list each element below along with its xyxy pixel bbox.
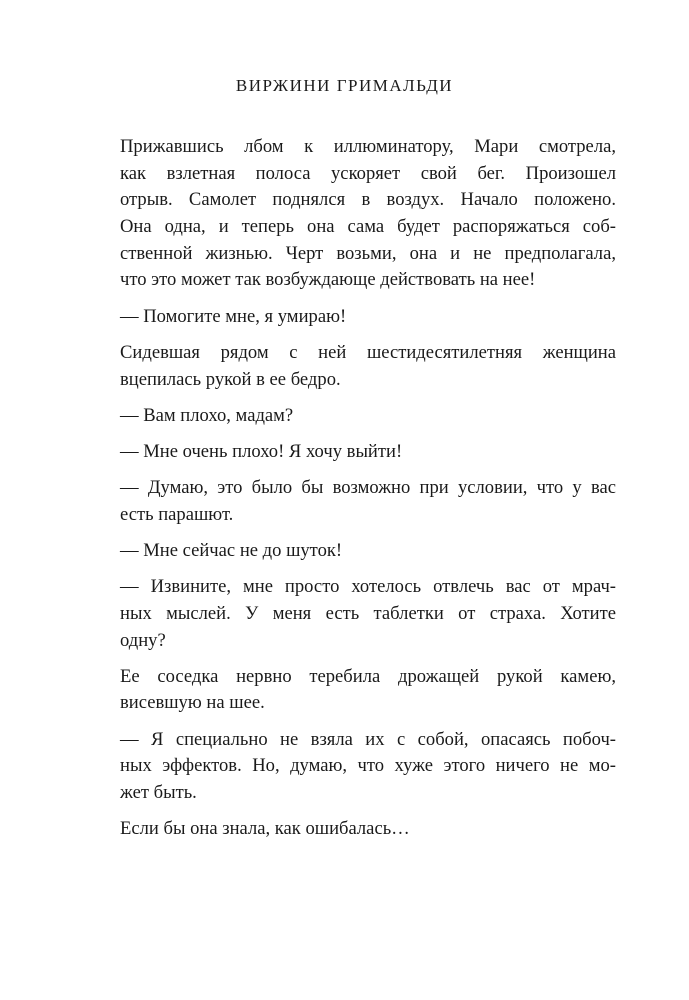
text-line: — Я специально не взяла их с собой, опасаясь побоч- [120, 728, 616, 750]
paragraph-gap [120, 294, 616, 304]
paragraph-gap [120, 565, 616, 575]
paragraph-gap [120, 429, 616, 439]
paragraph-gap [120, 717, 616, 727]
paragraph [120, 664, 616, 717]
paragraph-gap [120, 330, 616, 340]
paragraph-gap [120, 807, 616, 817]
paragraph-gap [120, 654, 616, 664]
text-line: есть парашют. [120, 503, 234, 525]
text-line: Если бы она знала, как ошибалась… [120, 818, 410, 840]
text-line: ственной жизнью. Черт возьми, она и не предполагала, [120, 242, 616, 264]
text-line: Прижавшись лбом к иллюминатору, Мари смотрела, [120, 136, 616, 157]
paragraph [120, 403, 616, 430]
body-text [120, 134, 616, 843]
text-line: как взлетная полоса ускоряет свой бег. Произошел [120, 162, 616, 184]
paragraph [120, 340, 616, 393]
text-line: жет быть. [120, 781, 197, 803]
text-line: — Мне сейчас не до шуток! [120, 539, 343, 561]
paragraph [120, 475, 616, 528]
text-line: — Мне очень плохо! Я хочу выйти! [120, 440, 403, 462]
text-line: — Вам плохо, мадам? [120, 404, 294, 426]
text-line: что это может так возбуждающе действовать на нее! [120, 269, 536, 291]
text-line: отрыв. Самолет поднялся в воздух. Начало положено. [120, 189, 616, 211]
paragraph [120, 574, 616, 654]
paragraph [120, 134, 616, 294]
text-line: Сидевшая рядом с ней шестидесятилетняя женщина [120, 341, 616, 363]
paragraph [120, 816, 616, 843]
text-line: Она одна, и теперь она сама будет распоряжаться соб- [120, 216, 616, 238]
text-line: — Думаю, это было бы возможно при условии, что у вас [120, 477, 616, 499]
text-line: висевшую на шее. [120, 692, 265, 714]
running-head: ВИРЖИНИ ГРИМАЛЬДИ [235, 76, 454, 95]
paragraph [120, 439, 616, 466]
text-line: ных мыслей. У меня есть таблетки от страха. Хотите [120, 602, 616, 624]
paragraph [120, 538, 616, 565]
text-line: — Извините, мне просто хотелось отвлечь вас от мрач- [120, 576, 616, 598]
paragraph [120, 304, 616, 331]
text-line: — Помогите мне, я умираю! [120, 305, 347, 327]
paragraph-gap [120, 466, 616, 476]
text-line: одну? [120, 629, 166, 651]
paragraph [120, 727, 616, 807]
text-line: вцепилась рукой в ее бедро. [120, 368, 341, 390]
paragraph-gap [120, 528, 616, 538]
text-line: Ее соседка нервно теребила дрожащей рукой камею, [120, 665, 616, 687]
text-line: ных эффектов. Но, думаю, что хуже этого ничего не мо- [120, 755, 616, 777]
paragraph-gap [120, 393, 616, 403]
